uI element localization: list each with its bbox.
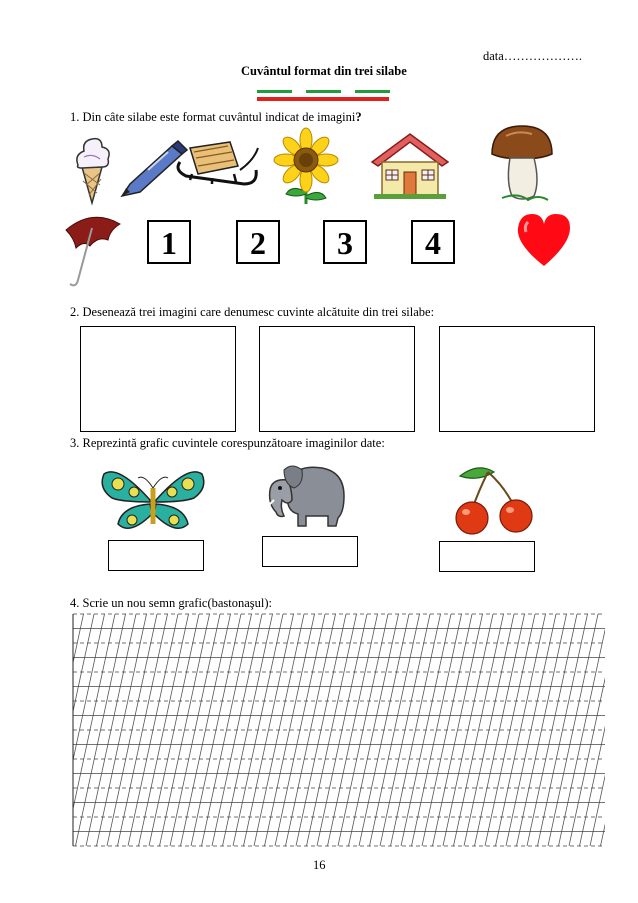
sunflower-picture (266, 130, 346, 205)
scheme-box-cherries[interactable] (439, 541, 535, 572)
slant-guide-line (23, 614, 73, 846)
mushroom-picture (488, 122, 558, 204)
title-underline-decoration (0, 0, 638, 110)
exercise-3-text: 3. Reprezintă grafic cuvintele corespunzătoare imaginilor date: (70, 436, 385, 450)
umbrella-picture (58, 210, 124, 290)
page-title: Cuvântul format din trei silabe (241, 64, 407, 78)
scheme-box-butterfly[interactable] (108, 540, 204, 571)
page-number: 16 (313, 858, 326, 872)
choice-3-box[interactable]: 3 (323, 220, 367, 264)
choice-1-box[interactable]: 1 (147, 220, 191, 264)
choice-2-box[interactable]: 2 (236, 220, 280, 264)
ice-cream-picture (72, 135, 112, 205)
choice-4-box[interactable]: 4 (411, 220, 455, 264)
exercise-2-text: 2. Desenează trei imagini care denumesc cuvinte alcătuite din trei silabe: (70, 305, 435, 319)
drawing-box-2[interactable] (259, 326, 415, 432)
elephant-picture (258, 460, 350, 530)
slant-guide-line (632, 614, 638, 846)
writing-lines-area[interactable] (73, 614, 605, 846)
slant-guide-line (611, 614, 638, 846)
date-label: data………………. (483, 49, 582, 63)
exercise-1-instruction: 1. Din câte silabe este format cuvântul indicat de imagini (70, 110, 356, 124)
slant-guide-line (622, 614, 638, 846)
cherries-picture (448, 462, 548, 534)
heart-picture (514, 212, 574, 268)
house-picture (370, 132, 450, 200)
butterfly-picture (98, 464, 208, 536)
sled-picture (172, 140, 262, 200)
question-mark: ? (355, 110, 362, 124)
exercise-4-text: 4. Scrie un nou semn grafic(bastonaşul): (70, 596, 273, 610)
drawing-box-3[interactable] (439, 326, 595, 432)
scheme-box-elephant[interactable] (262, 536, 358, 567)
exercise-1-text (70, 110, 362, 125)
drawing-box-1[interactable] (80, 326, 236, 432)
slant-guide-line (601, 614, 638, 846)
slant-guide-line (44, 614, 94, 846)
slant-guide-line (590, 614, 638, 846)
